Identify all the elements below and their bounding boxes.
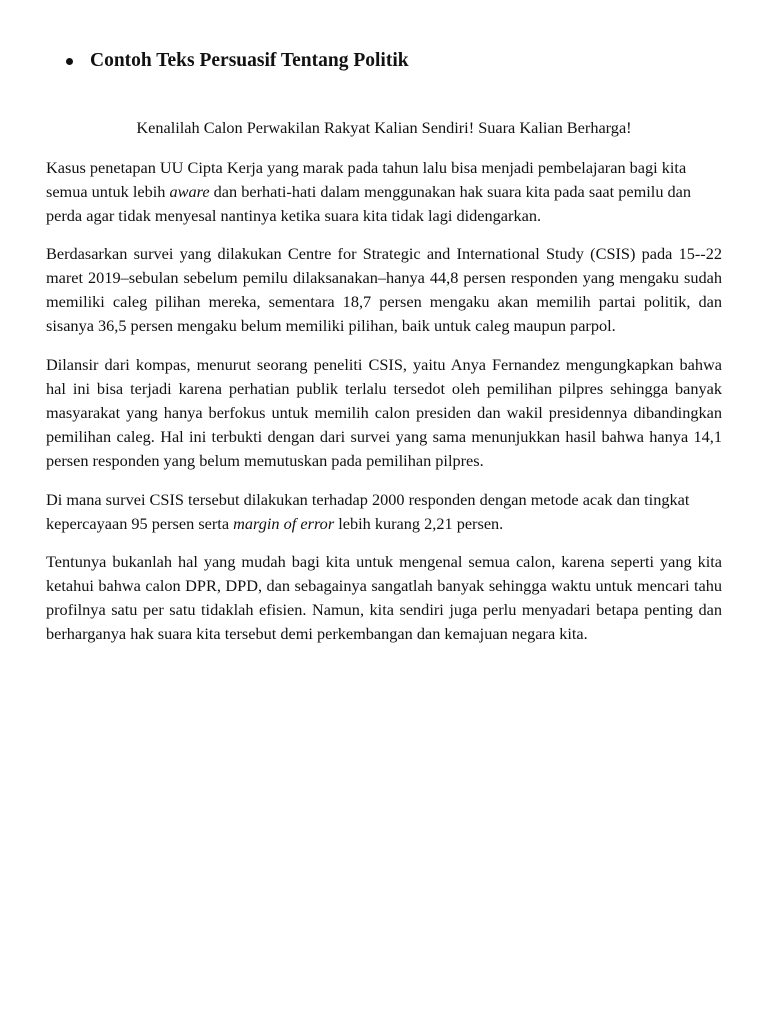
paragraph-4-text-b: lebih kurang 2,21 persen. (334, 514, 504, 533)
heading-text: Contoh Teks Persuasif Tentang Politik (90, 50, 409, 71)
paragraph-3: Dilansir dari kompas, menurut seorang peneliti CSIS, yaitu Anya Fernandez mengungkapkan bahwa hal ini bisa terjadi karena perhatian publik terlalu tersedot oleh pemilihan pilpres sehingga banyak masyarakat yang hanya berfokus untuk memilih calon presiden dan wakil presidennya dibandingkan pemilihan caleg. Hal ini terbukti dengan dari survei yang sama menunjukkan hasil bahwa hanya 14,1 persen responden yang belum memutuskan pada pemilihan pilpres. (46, 355, 722, 470)
article-title: Kenalilah Calon Perwakilan Rakyat Kalian Sendiri! Suara Kalian Berharga! (136, 118, 632, 137)
paragraph-1 (46, 156, 722, 228)
paragraph-5: Tentunya bukanlah hal yang mudah bagi kita untuk mengenal semua calon, karena seperti yang kita ketahui bahwa calon DPR, DPD, dan sebagainya sangatlah banyak sehingga waktu untuk mencari tahu profilnya satu per satu tidaklah efisien. Namun, kita sendiri juga perlu menyadari betapa penting dan berharganya hak suara kita tersebut demi perkembangan dan kemajuan negara kita. (46, 552, 722, 643)
paragraph-4-italic: margin of error (233, 514, 335, 533)
paragraph-4-text-a: Di mana survei CSIS tersebut dilakukan terhadap 2000 responden dengan metode acak dan tingkat kepercayaan 95 persen serta (46, 490, 690, 533)
paragraph-2: Berdasarkan survei yang dilakukan Centre for Strategic and International Study (CSIS) pada 15--22 maret 2019–sebulan sebelum pemilu dilaksanakan–hanya 44,8 persen responden yang mengaku sudah memiliki caleg pilihan mereka, sementara 18,7 persen mengaku akan memilih partai politik, dan sisanya 36,5 persen mengaku belum memiliki pilihan, baik untuk caleg maupun parpol. (46, 244, 722, 335)
paragraph-4 (46, 488, 722, 536)
paragraph-1-italic: aware (169, 182, 210, 201)
bullet-icon (66, 58, 73, 65)
document-heading (66, 48, 409, 74)
paragraph-1-text-a: Kasus penetapan UU Cipta Kerja yang marak pada tahun lalu bisa menjadi pembelajaran bagi kita semua untuk lebih (46, 158, 687, 201)
paragraph-1-text-b: dan berhati-hati dalam menggunakan hak suara kita pada saat pemilu dan perda agar tidak menyesal nantinya ketika suara kita tidak lagi didengarkan. (46, 182, 692, 225)
